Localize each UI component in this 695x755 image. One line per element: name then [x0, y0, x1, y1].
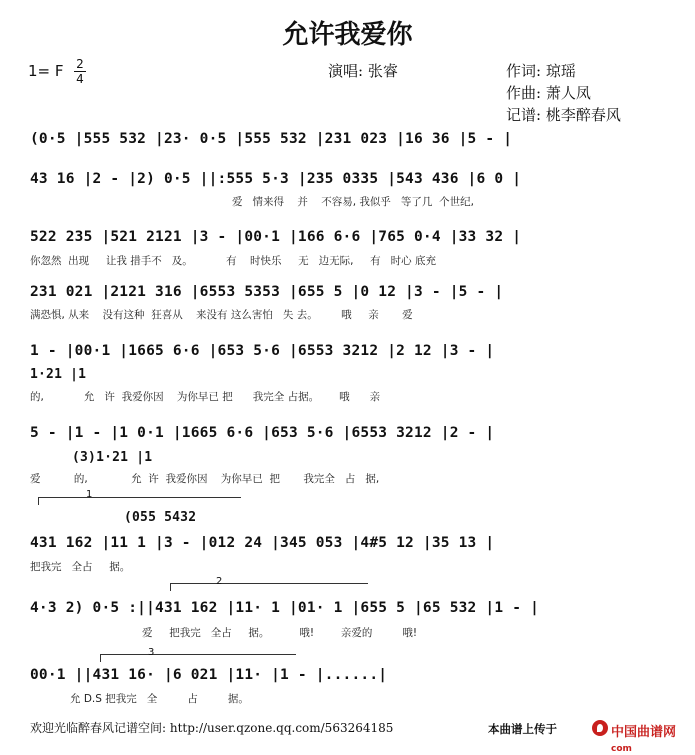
lyrics-line-6: 爱 的, 允 许 我爱你因 为你早已 把 我完全 占 据, [30, 473, 380, 485]
footer-credit: 欢迎光临醉春风记谱空间: http://user.qzone.qq.com/563264185 [30, 721, 394, 735]
lyrics-line-7: 把我完 全占 据。 [30, 561, 131, 573]
lyrics-line-5: 的, 允 许 我爱你因 为你早已 把 我完全 占据。 哦 亲 [30, 391, 381, 403]
notation-line-6: 5 - |1 - |1 0·1 |1665 6·6 |653 5·6 |6553 3212 |2 - | [30, 425, 495, 441]
notation-line-9: 00·1 ||431 16· |6 021 |11· |1 - |......| [30, 667, 388, 683]
upload-note: 本曲谱上传于 [488, 722, 557, 736]
notation-line-2: 43 16 |2 - |2) 0·5 ||:555 5·3 |235 0335 |543 436 |6 0 | [30, 171, 522, 187]
lyrics-line-8: 爱 把我完 全占 据。 哦! 亲爱的 哦! [142, 627, 418, 639]
lyrics-line-4: 满恐惧, 从来 没有这种 狂喜从 来没有 这么害怕 失 去。 哦 亲 爱 [30, 309, 413, 321]
lyricist-credit: 作词: 琼瑶 [506, 62, 576, 80]
logo-text: 中国曲谱网 com [611, 725, 677, 754]
volta-bracket-1-end [38, 497, 39, 505]
notation-line-5: 1 - |00·1 |1665 6·6 |653 5·6 |6553 3212 |2 12 |3 - | [30, 343, 495, 359]
time-signature-top: 2 [76, 57, 84, 71]
notation-line-3: 522 235 |521 2121 |3 - |00·1 |166 6·6 |765 0·4 |33 32 | [30, 229, 522, 245]
volta-bracket-2 [170, 583, 368, 584]
song-title: 允许我爱你 [282, 20, 413, 50]
volta-number-2: 2 [216, 576, 223, 587]
volta-bracket-3 [100, 654, 296, 655]
lyrics-line-2: 爱 情来得 并 不容易, 我似乎 等了几 个世纪, [232, 196, 474, 208]
time-signature [74, 58, 86, 85]
transcriber-credit: 记谱: 桃李醉春风 [506, 106, 621, 124]
notation-line-7: 431 162 |11 1 |3 - |012 24 |345 053 |4#5 12 |35 13 | [30, 535, 495, 551]
volta-number-1: 1 [86, 489, 93, 500]
time-signature-bottom: 4 [76, 72, 84, 86]
music-note-logo-icon [592, 720, 608, 736]
singer-credit: 演唱: 张睿 [328, 62, 398, 80]
composer-credit: 作曲: 萧人凤 [506, 84, 591, 102]
site-logo [592, 720, 692, 754]
alternate-notation-6: (3)1·21 |1 [72, 450, 153, 465]
volta-bracket-1 [38, 497, 241, 498]
lyrics-line-9: 允 D.S 把我完 全 占 据。 [70, 693, 249, 705]
key-signature: 1= F [28, 62, 64, 80]
volta-number-3: 3 [148, 647, 155, 658]
alternate-notation-5: 1·21 |1 [30, 367, 87, 382]
notation-line-1: (0·5 |555 532 |23· 0·5 |555 532 |231 023 |16 36 |5 - | [30, 131, 513, 147]
alternate-notation-7: (055 5432 [124, 510, 197, 525]
lyrics-line-3: 你忽然 出现 让我 措手不 及。 有 时快乐 无 边无际, 有 时心 底充 [30, 255, 437, 267]
volta-bracket-2-end [170, 583, 171, 591]
notation-line-8: 4·3 2) 0·5 :||431 162 |11· 1 |01· 1 |655 5 |65 532 |1 - | [30, 600, 539, 616]
notation-line-4: 231 021 |2121 316 |6553 5353 |655 5 |0 12 |3 - |5 - | [30, 284, 504, 300]
volta-bracket-3-end [100, 654, 101, 662]
